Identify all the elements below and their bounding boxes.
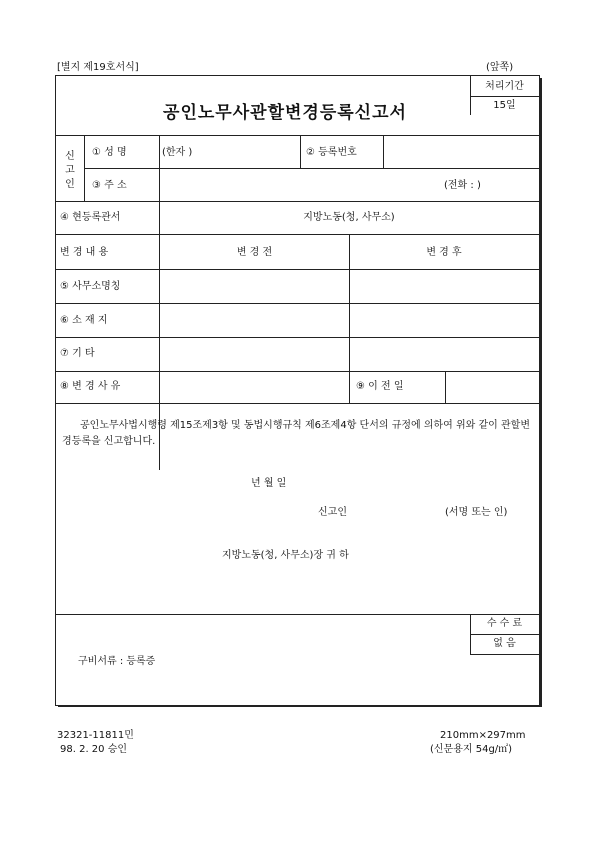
office-name-after-field[interactable] xyxy=(351,271,537,301)
frame-shadow-right xyxy=(539,78,542,707)
date-line[interactable]: 년 월 일 xyxy=(251,478,287,489)
signature-field[interactable]: (서명 또는 인) xyxy=(445,507,508,518)
office-name-label: ⑤ 사무소명칭 xyxy=(60,281,121,292)
before-column-header: 변 경 전 xyxy=(236,247,273,258)
name-label: ① 성 명 xyxy=(92,147,127,158)
address-field[interactable] xyxy=(161,170,431,200)
change-reason-label: ⑧ 변 경 사 유 xyxy=(60,381,121,392)
paper-size: 210mm×297mm xyxy=(440,730,526,741)
approval-date: 98. 2. 20 승인 xyxy=(60,744,128,755)
paper-type: (신문용지 54g/㎡) xyxy=(430,744,513,755)
fee-value: 없 음 xyxy=(493,638,516,649)
location-label: ⑥ 소 재 지 xyxy=(60,315,108,326)
change-header-label: 변 경 내 용 xyxy=(60,247,109,258)
frame-shadow-bottom xyxy=(58,705,542,707)
other-after-field[interactable] xyxy=(351,339,537,369)
move-date-field[interactable] xyxy=(447,373,537,401)
address-label: ③ 주 소 xyxy=(92,180,127,191)
registration-number-field[interactable] xyxy=(384,136,538,167)
registration-number-label: ② 등록번호 xyxy=(306,147,357,158)
fee-label: 수 수 료 xyxy=(486,618,523,629)
declaration-text: 공인노무사법시행령 제15조제3항 및 동법시행규칙 제6조제4항 단서의 규정에 의하여 위와 같이 관할변경등록을 신고합니다. xyxy=(62,420,530,447)
location-after-field[interactable] xyxy=(351,305,537,335)
addressee: 지방노동(청, 사무소)장 귀 하 xyxy=(222,550,349,561)
office-name-before-field[interactable] xyxy=(161,271,347,301)
attachments-note: 구비서류 : 등록증 xyxy=(78,656,156,667)
phone-field[interactable]: (전화 : ) xyxy=(444,180,481,191)
other-label: ⑦ 기 타 xyxy=(60,348,95,359)
other-before-field[interactable] xyxy=(161,339,347,369)
reporter-section-label: 신 고 인 xyxy=(65,151,75,190)
current-office-field[interactable]: 지방노동(청, 사무소) xyxy=(303,212,395,223)
processing-period-value: 15일 xyxy=(493,100,516,111)
change-reason-field[interactable] xyxy=(161,373,347,401)
move-date-label: ⑨ 이 전 일 xyxy=(356,381,404,392)
form-code: 32321-11811민 xyxy=(57,730,134,741)
form-number: [별지 제19호서식] xyxy=(57,62,139,73)
current-office-label: ④ 현등록관서 xyxy=(60,212,121,223)
name-hanja-field[interactable]: (한자 ) xyxy=(162,147,193,158)
reporter-sign-label: 신고인 xyxy=(318,507,347,518)
location-before-field[interactable] xyxy=(161,305,347,335)
processing-period-label: 처리기간 xyxy=(485,81,524,92)
form-title: 공인노무사관할변경등록신고서 xyxy=(163,103,407,123)
side-indicator: (앞쪽) xyxy=(486,62,514,73)
after-column-header: 변 경 후 xyxy=(426,247,462,258)
